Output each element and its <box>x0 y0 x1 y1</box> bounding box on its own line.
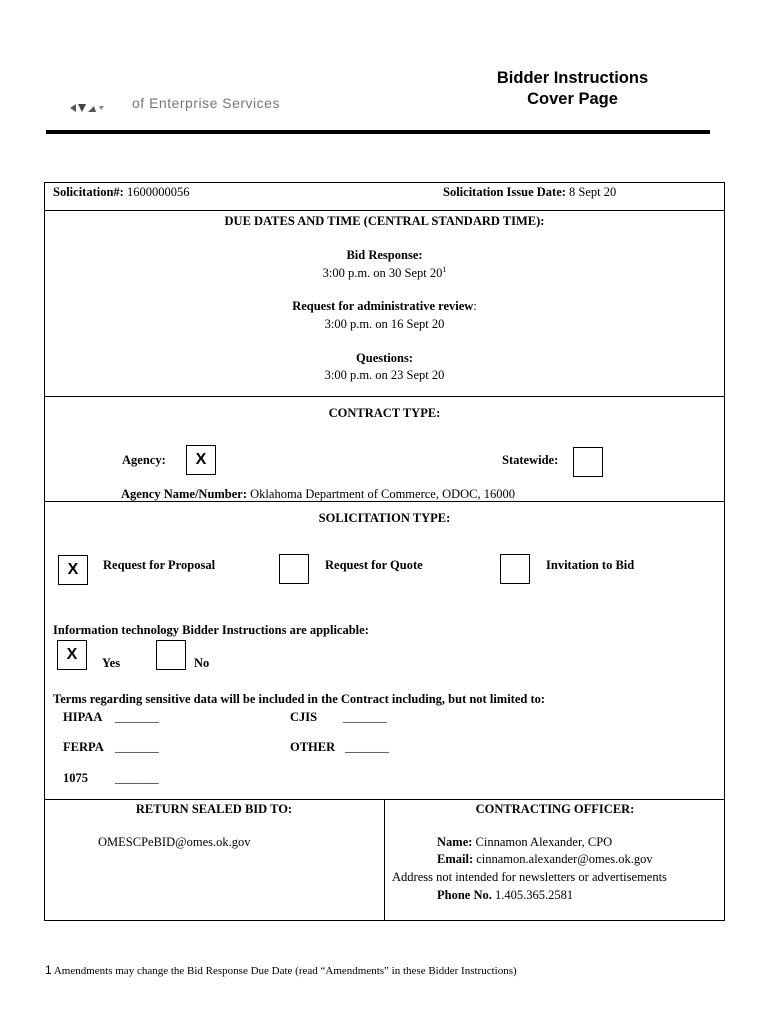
officer-email-label: Email: <box>437 852 474 866</box>
officer-phone: 1.405.365.2581 <box>495 888 574 902</box>
other-blank[interactable]: _______ <box>345 740 389 754</box>
rfq-label: Request for Quote <box>325 558 423 572</box>
due-dates-heading: DUE DATES AND TIME (CENTRAL STANDARD TIME): <box>224 214 545 228</box>
contract-type-heading: CONTRACT TYPE: <box>328 406 441 420</box>
agency-name-value: Oklahoma Department of Commerce, ODOC, 16000 <box>250 487 516 501</box>
admin-review-label: Request for administrative review <box>292 299 474 313</box>
statewide-label: Statewide: <box>502 453 559 467</box>
itb-checkbox[interactable] <box>500 554 530 584</box>
statewide-checkbox[interactable] <box>573 447 603 477</box>
it-yes-checkbox[interactable]: X <box>57 640 87 670</box>
return-bid-heading: RETURN SEALED BID TO: <box>135 802 293 816</box>
hipaa-label: HIPAA <box>63 710 103 724</box>
it-no-checkbox[interactable] <box>156 640 186 670</box>
contracting-officer-heading: CONTRACTING OFFICER: <box>475 802 635 816</box>
footnote-text: Amendments may change the Bid Response Due Date (read “Amendments” in these Bidder Instructions) <box>53 965 517 977</box>
logo-text: of Enterprise Services <box>132 98 280 111</box>
itb-label: Invitation to Bid <box>546 558 635 572</box>
page-subtitle: Cover Page <box>527 90 618 108</box>
contract-type-section <box>44 397 725 501</box>
logo-mark-icon <box>66 98 116 114</box>
agency-name-row <box>121 487 515 502</box>
solicitation-type-heading-wrap <box>44 502 725 525</box>
agency-logo <box>66 98 296 114</box>
admin-review-colon: : <box>473 299 477 313</box>
solicitation-number-label: Solicitation#: <box>53 185 124 199</box>
officer-email[interactable]: cinnamon.alexander@omes.ok.gov <box>476 852 653 866</box>
questions-label: Questions: <box>356 351 413 365</box>
bid-response-date: 3:00 p.m. on 30 Sept 20 <box>322 266 443 281</box>
issue-date-label: Solicitation Issue Date: <box>443 185 566 199</box>
admin-review-row <box>44 299 725 314</box>
header-rule <box>46 130 710 134</box>
officer-email-row <box>437 852 653 867</box>
page-title: Bidder Instructions <box>496 69 649 87</box>
ferpa-label: FERPA <box>63 740 104 754</box>
issue-date: 8 Sept 20 <box>569 185 617 199</box>
issue-date-row <box>443 185 616 200</box>
officer-phone-label: Phone No. <box>437 888 492 902</box>
it-yes-label: Yes <box>102 656 121 670</box>
agency-label: Agency: <box>122 453 166 467</box>
footnote <box>45 963 517 977</box>
rfp-label: Request for Proposal <box>103 558 216 572</box>
officer-email-note: Address not intended for newsletters or advertisements <box>392 870 667 884</box>
it-instructions-label: Information technology Bidder Instructions are applicable: <box>53 623 369 637</box>
rfq-checkbox[interactable] <box>279 554 309 584</box>
officer-name-label: Name: <box>437 835 473 849</box>
hipaa-blank[interactable]: _______ <box>115 710 159 724</box>
solicitation-number-row <box>53 185 189 200</box>
other-label: OTHER <box>290 740 336 754</box>
solicitation-number: 1600000056 <box>126 185 190 199</box>
officer-phone-row <box>437 888 573 903</box>
questions-date: 3:00 p.m. on 23 Sept 20 <box>324 368 445 382</box>
cjis-label: CJIS <box>290 710 318 724</box>
footnote-number: 1 <box>45 963 52 977</box>
officer-name: Cinnamon Alexander, CPO <box>475 835 613 849</box>
n1075-label: 1075 <box>63 771 88 785</box>
return-bid-email[interactable]: OMESCPeBID@omes.ok.gov <box>98 835 251 849</box>
ferpa-blank[interactable]: _______ <box>115 740 159 754</box>
admin-review-date: 3:00 p.m. on 16 Sept 20 <box>324 317 445 331</box>
bid-response-label: Bid Response: <box>346 248 423 262</box>
it-no-label: No <box>194 656 210 670</box>
n1075-blank[interactable]: _______ <box>115 771 159 785</box>
bid-response-row <box>44 265 725 281</box>
due-dates-section <box>44 211 725 397</box>
sensitive-data-label: Terms regarding sensitive data will be included in the Contract including, but not limited to: <box>53 692 546 706</box>
agency-checkbox[interactable]: X <box>186 445 216 475</box>
contracting-officer-section <box>385 800 725 920</box>
agency-name-label: Agency Name/Number: <box>121 487 248 501</box>
officer-name-row <box>437 835 612 850</box>
footnote-ref: 1 <box>442 265 447 274</box>
rfp-checkbox[interactable]: X <box>58 555 88 585</box>
cjis-blank[interactable]: _______ <box>343 710 387 724</box>
solicitation-type-heading: SOLICITATION TYPE: <box>318 511 451 525</box>
return-bid-section <box>44 800 384 920</box>
